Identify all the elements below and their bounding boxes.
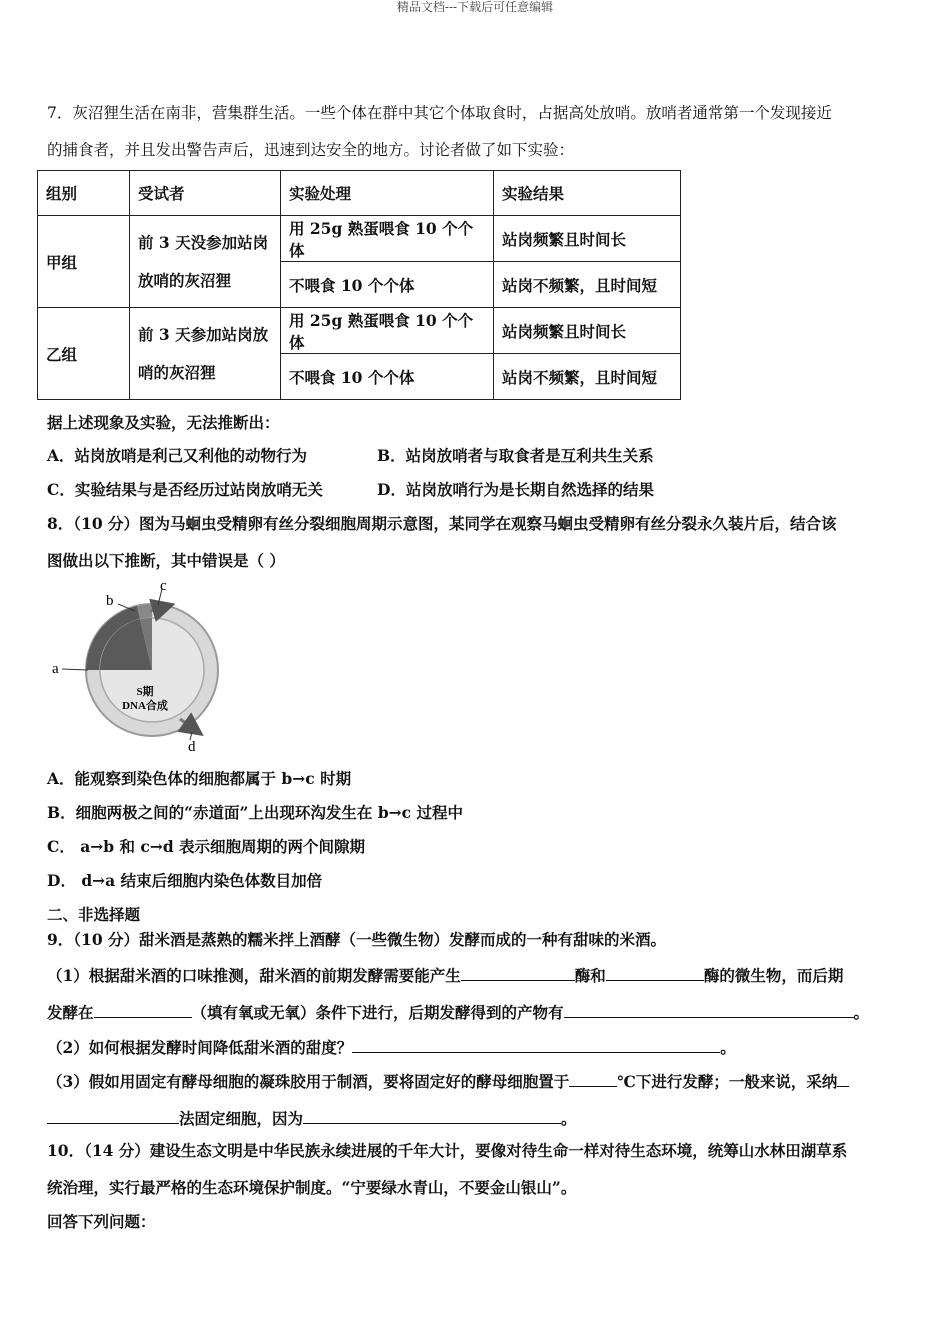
group-name-cell: 甲组	[38, 216, 130, 308]
result-cell: 站岗频繁且时间长	[494, 308, 681, 354]
answer-blank[interactable]	[303, 1107, 561, 1124]
q9-p1-text: （1）根据甜米酒的口味推测，甜米酒的前期发酵需要能产生	[47, 966, 461, 985]
q8-option-d: D． d→a 结束后细胞内染色体数目加倍	[47, 871, 323, 890]
q7-option-a: A．站岗放哨是利己又利他的动物行为	[47, 446, 308, 465]
subject-line: 哨的灰沼狸	[138, 362, 216, 382]
q9-p2-text: （2）如何根据发酵时间降低甜米酒的甜度？	[47, 1038, 353, 1057]
q9-p1-text: 酶和	[574, 966, 606, 985]
label-d: d	[188, 739, 196, 755]
answer-blank[interactable]	[569, 1070, 617, 1087]
q7-option-b: B．站岗放哨者与取食者是互利共生关系	[377, 446, 654, 465]
answer-blank[interactable]	[837, 1070, 849, 1087]
answer-blank[interactable]	[47, 1107, 179, 1124]
q9-p2-text: 。	[720, 1038, 736, 1057]
q8-option-c: C． a→b 和 c→d 表示细胞周期的两个间隙期	[47, 837, 366, 856]
table-header-cell: 实验处理	[281, 171, 494, 216]
q9-p1-text: （填有氧或无氧）条件下进行，后期发酵得到的产物有	[191, 1003, 564, 1022]
q10-stem-line3: 回答下列问题：	[47, 1212, 156, 1231]
subject-cell	[130, 308, 281, 400]
answer-blank[interactable]	[94, 1001, 192, 1018]
subject-line: 前 3 天参加站岗放	[138, 324, 269, 344]
q9-part3-line1	[47, 1070, 849, 1092]
q9-part3-line2	[47, 1107, 577, 1129]
s-phase-label: S期	[136, 686, 154, 698]
answer-blank[interactable]	[461, 964, 575, 981]
q7-stem-line1: 7．灰沼狸生活在南非，营集群生活。一些个体在群中其它个体取食时，占据高处放哨。放哨者通常第一个发现接近	[47, 104, 832, 122]
q9-p3-text: ℃下进行发酵；一般来说，采纳	[617, 1072, 838, 1091]
dna-synthesis-label: DNA合成	[122, 700, 168, 712]
answer-blank[interactable]	[606, 964, 704, 981]
q8-option-a: A．能观察到染色体的细胞都属于 b→c 时期	[47, 769, 352, 788]
q9-p3-text: （3）假如用固定有酵母细胞的凝珠胶用于制酒，要将固定好的酵母细胞置于	[47, 1072, 570, 1091]
q10-stem-line2: 统治理，实行最严格的生态环境保护制度。“宁要绿水青山，不要金山银山”。	[47, 1178, 577, 1197]
result-cell: 站岗不频繁，且时间短	[494, 262, 681, 308]
q9-p1-text: 发酵在	[47, 1003, 94, 1022]
table-header-cell: 受试者	[130, 171, 281, 216]
subject-line: 放哨的灰沼狸	[138, 270, 232, 290]
q9-part1-line2	[47, 1001, 869, 1023]
q9-stem: 9．（10 分）甜米酒是蒸熟的糯米拌上酒酵（一些微生物）发酵而成的一种有甜味的米酒。	[47, 930, 667, 949]
q9-p3-text: 。	[561, 1109, 577, 1128]
label-a: a	[52, 661, 59, 677]
label-b: b	[106, 593, 114, 609]
label-c: c	[160, 578, 167, 594]
table-header-row	[38, 171, 681, 216]
treatment-cell: 不喂食 10 个个体	[281, 262, 494, 308]
cell-cycle-diagram	[40, 577, 240, 755]
answer-blank[interactable]	[564, 1001, 854, 1018]
table-row	[38, 216, 681, 262]
table-row	[38, 308, 681, 354]
q9-p1-text: 酶的微生物，而后期	[703, 966, 844, 985]
q8-stem-line1: 8．（10 分）图为马蛔虫受精卵有丝分裂细胞周期示意图，某同学在观察马蛔虫受精卵有丝分裂永久装片后，结合该	[47, 514, 837, 533]
q9-p3-text: 法固定细胞，因为	[179, 1109, 304, 1128]
treatment-cell: 用 25g 熟蛋喂食 10 个个体	[281, 308, 494, 354]
result-cell: 站岗不频繁，且时间短	[494, 354, 681, 400]
experiment-table	[37, 170, 681, 400]
answer-blank[interactable]	[352, 1036, 720, 1053]
q9-part1-line1	[47, 964, 843, 986]
q10-stem-line1: 10．（14 分）建设生态文明是中华民族永续进展的千年大计，要像对待生命一样对待生态环境，统筹山水林田湖草系	[47, 1141, 848, 1160]
q7-prompt: 据上述现象及实验，无法推断出：	[47, 413, 280, 432]
q8-option-b: B．细胞两极之间的“赤道面”上出现环沟发生在 b→c 过程中	[47, 803, 463, 822]
q8-stem-line2: 图做出以下推断，其中错误是（ ）	[47, 551, 285, 570]
group-name-cell: 乙组	[38, 308, 130, 400]
q7-stem-line2: 的捕食者，并且发出警告声后，迅速到达安全的地方。讨论者做了如下实验：	[47, 141, 575, 159]
q9-p1-text: 。	[853, 1003, 870, 1022]
q7-option-d: D．站岗放哨行为是长期自然选择的结果	[377, 480, 654, 499]
a-pointer-line	[62, 669, 88, 670]
subject-line: 前 3 天没参加站岗	[138, 232, 269, 252]
section-title: 二、非选择题	[47, 905, 141, 924]
table-header-cell: 实验结果	[494, 171, 681, 216]
result-cell: 站岗频繁且时间长	[494, 216, 681, 262]
subject-cell	[130, 216, 281, 308]
treatment-cell: 不喂食 10 个个体	[281, 354, 494, 400]
page-header: 精品文档---下载后可任意编辑	[396, 0, 554, 14]
q9-part2	[47, 1036, 736, 1058]
treatment-cell: 用 25g 熟蛋喂食 10 个个体	[281, 216, 494, 262]
q7-option-c: C．实验结果与是否经历过站岗放哨无关	[47, 480, 323, 499]
table-header-cell: 组别	[38, 171, 130, 216]
